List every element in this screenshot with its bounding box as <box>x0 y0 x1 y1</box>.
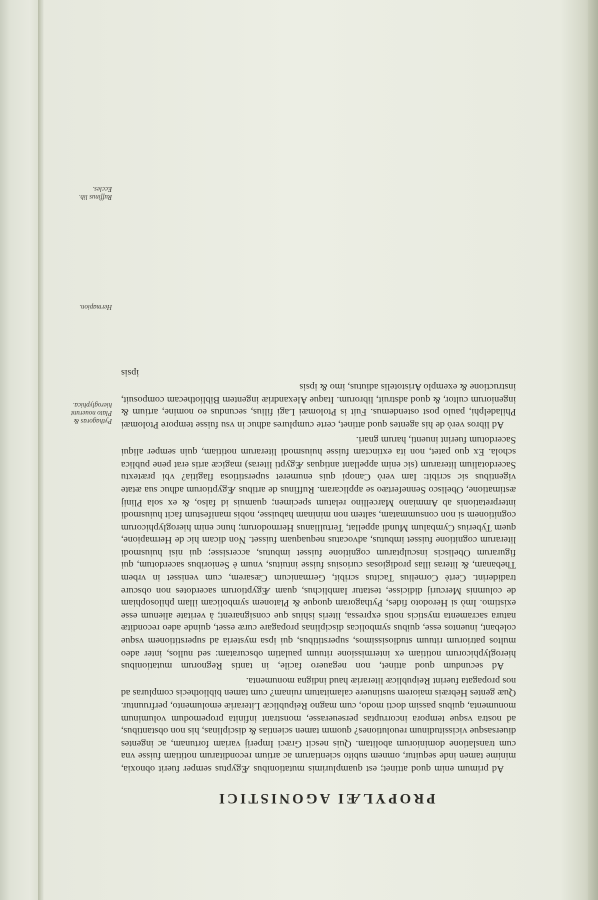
margin-note-hermapion: Hermapion. <box>79 303 112 310</box>
margin-note-ruffinus: Ruffinus lib. Eccles. <box>78 185 112 200</box>
catchword: ipsis <box>121 366 139 378</box>
paragraph-2: Ad secundum quod attinet, non negauero facile, in tantis Regnorum mutationibus hieroglyphicorum notitiam ex intermissione rituum paulatim obscuratam: sed nullos, inter adeo multos patriorum rituum studiosissimos, superstitibus, qui ipsa mysteria ad superstitionem vsque colebant, inuentos esse, quibus symbolicas disciplinas propagare curæ esset, quinde adeo reconditæ natura sacramenta mysticis notis expressa, literis ishius que consignarent; à veritate alienum esse existimo. Imò si Herodoto fides, Pythagoram quoque & Platonem symbolicam illam philosophiam de columnis Mercurij didicisse, testatur Iamblichus, quam Ægyptiorum sacerdotes non obscure tradiderint. Certè Cornelius Tacitus scribit, Germanicum Cæsarem, cum venisset in vrbem Thebanam, & literas illas prodigiosas curiosius fuisse intuitus, vnum è Senioribus sacerdotum, qui figurarum Obeliscis insculptarum cognitione fuisset imbutus, accersisse; qui nisi huiusmodi literarum cognitione fuisset imbutus, advocatus nequaquam fuisset. Non dicam hic de Hermapione, quem Tyberius Cymbalum Mundi appellat, Tertullianus Hermodorum; hunc enim hieroglyphicorum cognitionem si non consummatam, saltem non mininam habuisse, nobis manifestum facit huiusmodi interpretationis ab Ammiano Marcellino relatum specimen; quamuis id falso, & ex sola Plinij æstimatione, Obelisco Sennefertæo se applicaram. Ruffinus de artibus Ægyptiorum adhuc sua ætate vigentibus sic scribit: Iam verò Canopi quis enumeret superstitiosa flagitia? vbi prætextu Sacerdotalium literarum (sic enim appellant antiquas Ægypti literas) magicæ artis erat pene publica schola. Ex quo patet, non ita extinctam fuisse huiusmodi literarum notitiam, quin semper aliqui Sacerdotum fuerint inuenti, harum gnari. <box>121 433 516 672</box>
paragraph-3: Ad libros verò de his agentes quod attinet, certe cumplures adhuc in vsu fuisse tempore Ptolomæi Philadelphi, paulo post ostendemus. Fuit is Ptolomæi Lagi filius, secundus eo nomine, artium & ingeniorum cultor, & quod adstruit, librorum. Itaque Alexandriæ ingentem Bibliothecam composuit, instructione & exemplo Aristotelis adiutus, imo & ipsis <box>121 381 516 430</box>
paragraph-1: Ad primum enim quod attinet; est quamplurimis mutationibus Ægyptus semper fuerit obnoxia, minime tamen inde sequitur, omnem subito scientiarum ac artium reconditarum notitiam fuisse vna cum translatione dominiorum abolitam. Quis nescit Græci Imperij variam fortunam, ac ingentes diuersasque vicissitudinum reuolutiones? quomm tamen scientias & disciplinas, his non obstantibus, ad nostra vsque tempora incorruptas perseuerasse, monstrant infinita propemodum voluminum monumenta, quibus passim docti modo, cum magno Reipublicæ Literariæ emolumento, perfruuntur. Quæ gentes Hebræis maiorem sustinuere calamitatum ruinam? cum tamen bibliothecis compluras ad nos propagata fuerint Reipublicæ literariæ haud indigna monumenta. <box>121 674 516 774</box>
page-edge <box>588 0 598 900</box>
book-gutter <box>38 0 42 900</box>
running-header: PROPYLÆI AGONISTICI <box>216 790 436 806</box>
rotated-printed-page <box>56 0 586 900</box>
body-text <box>121 363 516 774</box>
margin-note-pythagoras: Pythagoras & Plato nouerunt hieroglyphica. <box>71 401 112 424</box>
